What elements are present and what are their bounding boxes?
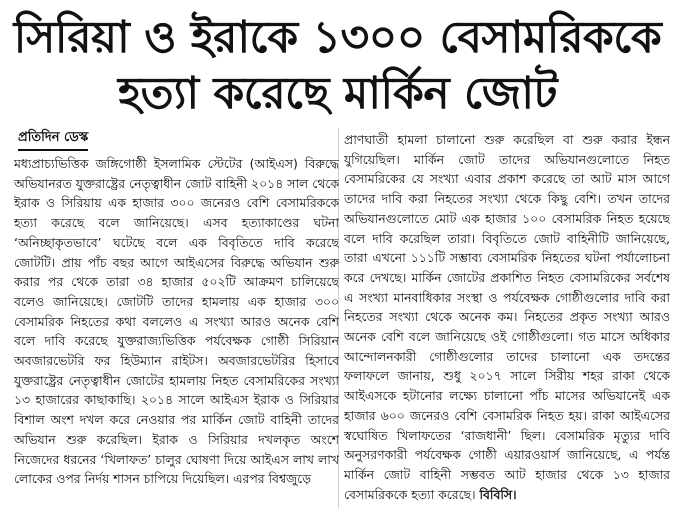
article-text-right — [344, 130, 670, 504]
article-text-left: মধ্যপ্রাচ্যভিত্তিক জঙ্গিগোষ্ঠী ইসলামিক স্টেটের (আইএস) বিরুদ্ধে অভিযানরত যুক্তরাষ্ট্রের নেতৃত্বাধীন জোট বাহিনী ২০১৪ সাল থেকে ইরাক ও সিরিয়ায় এক হাজার ৩০০ জনেরও বেশি বেসামরিককে হত্যা করেছে বলে জানিয়েছে। এসব হত্যাকাণ্ডের ঘটনা ‘অনিচ্ছাকৃতভাবে’ ঘটেছে বলে এক বিবৃতিতে দাবি করেছে জোটটি। প্রায় পাঁচ বছর আগে আইএসের বিরুদ্ধে অভিযান শুরু করার পর থেকে তারা ৩৪ হাজার ৫০২টি আক্রমণ চালিয়েছে বলেও জানিয়েছে। জোটটি তাদের হামলায় এক হাজার ৩০০ বেসামরিক নিহতের কথা বললেও এ সংখ্যা আরও অনেক বেশি বলে দাবি করেছে যুক্তরাজ্যভিত্তিক পর্যবেক্ষক গোষ্ঠী সিরিয়ান অবজারভেটরি ফর হিউম্যান রাইটস। অবজারভেটরির হিসাবে যুক্তরাষ্ট্রের নেতৃত্বাধীন জোটের হামলায় নিহত বেসামরিকের সংখ্যা ১৩ হাজারের কাছাকাছি। ২০১৪ সালে আইএস ইরাক ও সিরিয়ার বিশাল অংশ দখল করে নেওয়ার পর মার্কিন জোট বাহিনী তাদের অভিযান শুরু করেছিল। ইরাক ও সিরিয়ার দখলকৃত অংশে নিজেদের ধরনের ‘খিলাফত’ চালুর ঘোষণা দিয়ে আইএস লাখ লাখ লোকের ওপর নির্দয় শাসন চাপিয়ে দিয়েছিল। এরপর বিশ্বজুড়ে — [14, 156, 339, 487]
article-text-right-body: প্রাণঘাতী হামলা চালানো শুরু করেছিল বা শুরু করার ইন্ধন যুগিয়েছিল। মার্কিন জোট তাদের অভিযানগুলোতে নিহত বেসামরিকের যে সংখ্যা এবার প্রকাশ করেছে তা আট মাস আগে তাদের দাবি করা নিহতের সংখ্যা থেকে কিছু বেশি। তখন তাদের অভিযানগুলোতে মোট এক হাজার ১০০ বেসামরিক নিহত হয়েছে বলে দাবি করেছিল তারা। বিবৃতিতে জোট বাহিনীটি জানিয়েছে, তারা এখনো ১১১টি সম্ভাব্য বেসামরিক নিহতের ঘটনা পর্যালোচনা করে দেখছে। মার্কিন জোটের প্রকাশিত নিহত বেসামরিকের সর্বশেষ এ সংখ্যা মানবাধিকার সংস্থা ও পর্যবেক্ষক গোষ্ঠীগুলোর দাবি করা নিহতের সংখ্যা থেকে অনেক কম। নিহতের প্রকৃত সংখ্যা আরও অনেক বেশি বলে জানিয়েছে ওই গোষ্ঠীগুলো। গত মাসে অধিকার আন্দোলনকারী গোষ্ঠীগুলোর তাদের চালানো এক তদন্তের ফলাফলে জানায়, শুধু ২০১৭ সালে সিরীয় শহর রাকা থেকে আইএসকে হটানোর লক্ষ্যে চালানো পাঁচ মাসের অভিযানেই এক হাজার ৬০০ জনেরও বেশি বেসামরিক নিহত হয়। রাকা আইএসের স্বঘোষিত খিলাফতের ‘রাজধানী’ ছিল। বেসামরিক মৃত্যুর দাবি অনুসরণকারী পর্যবেক্ষক গোষ্ঠী এয়ারওয়ার্স জানিয়েছে, এ পর্যন্ত মার্কিন জোট বাহিনী সম্ভবত আট হাজার থেকে ১৩ হাজার বেসামরিককে হত্যা করেছে। — [344, 132, 670, 502]
article-source: বিবিসি। — [479, 486, 517, 502]
article-column-right — [344, 130, 670, 510]
headline-line-2: হত্যা করেছে মার্কিন জোট — [118, 68, 557, 119]
article-column-left — [14, 154, 339, 510]
byline: প্রতিদিন ডেস্ক — [18, 130, 88, 151]
top-strip — [0, 0, 675, 8]
headline — [0, 10, 675, 122]
headline-line-1: সিরিয়া ও ইরাকে ১৩০০ বেসামরিককে — [13, 12, 662, 63]
